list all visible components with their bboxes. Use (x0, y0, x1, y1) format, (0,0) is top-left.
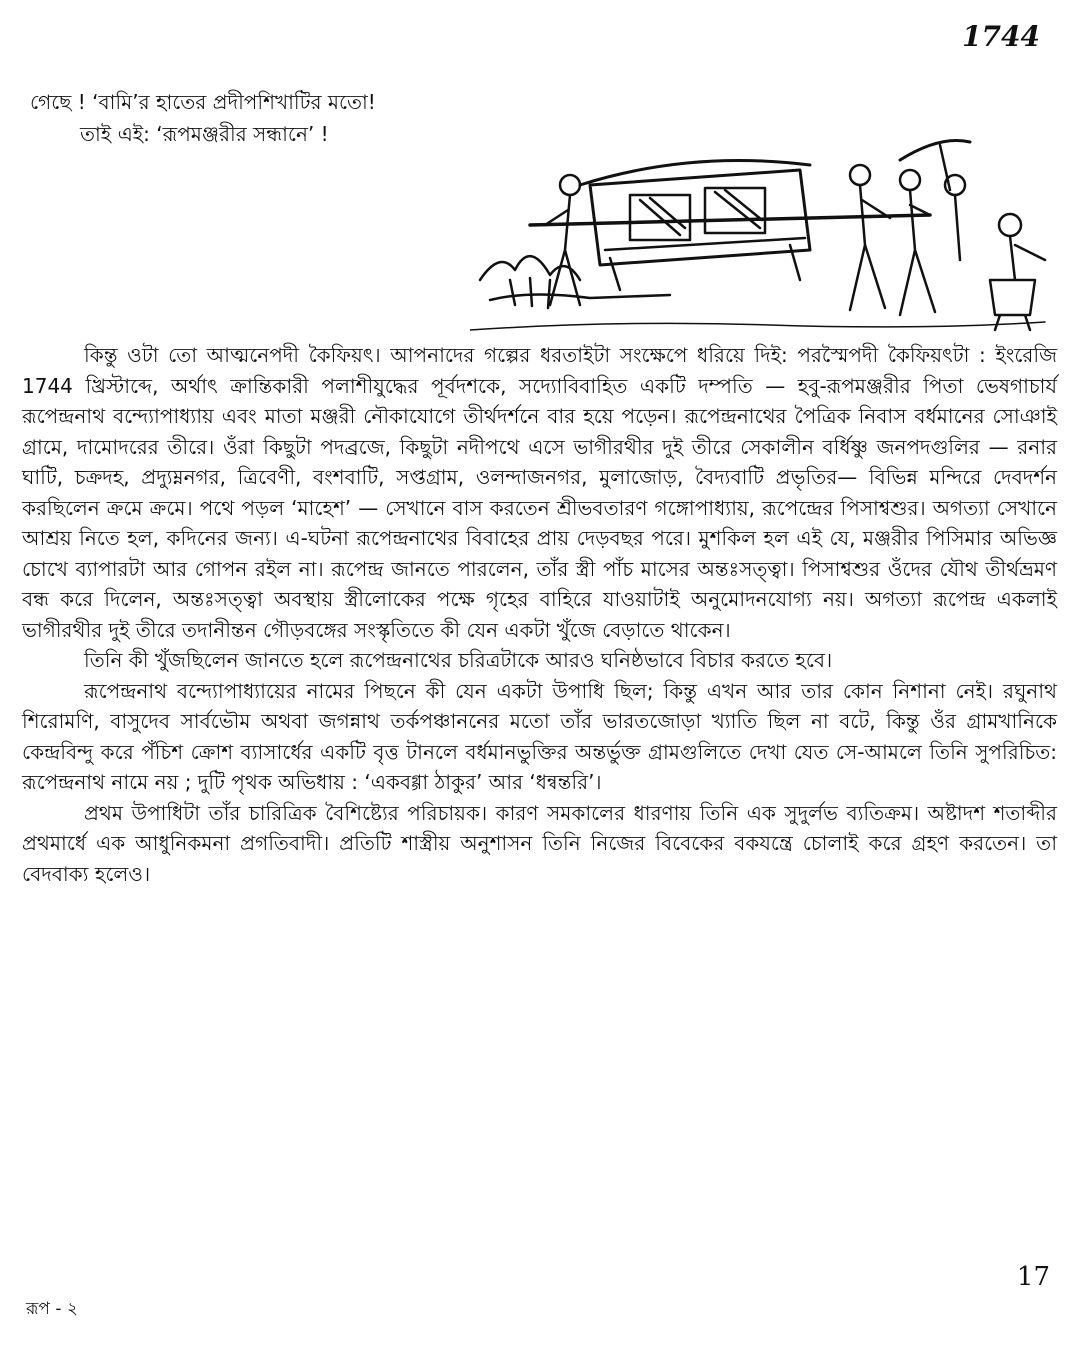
body-text (22, 340, 1057, 889)
page-number: 17 (1016, 1262, 1050, 1292)
signature-mark: রূপ - ২ (26, 1299, 78, 1319)
header-year-number: 1744 (962, 20, 1040, 53)
paragraph-3: রূপেন্দ্রনাথ বন্দ্যোপাধ্যায়ের নামের পিছনে কী যেন একটা উপাধি ছিল; কিন্তু এখন আর তার কোন নিশানা নেই। রঘুনাথ শিরোমণি, বাসুদেব সার্বভৌম অথবা জগন্নাথ তর্কপঞ্চাননের মতো তাঁর ভারতজোড়া খ্যাতি ছিল না বটে, কিন্তু ওঁর গ্রামখানিকে কেন্দ্রবিন্দু করে পঁচিশ ক্রোশ ব্যাসার্ধের একটি বৃত্ত টানলে বর্ধমানভুক্তির অন্তর্ভুক্ত গ্রামগুলিতে দেখা যেত সে-আমলে তিনি সুপরিচিত: রূপেন্দ্রনাথ নামে নয় ; দুটি পৃথক অভিধায় : ‘একবগ্গা ঠাকুর’ আর ‘ধন্বন্তরি’। (22, 678, 1057, 794)
paragraph-4: প্রথম উপাধিটা তাঁর চারিত্রিক বৈশিষ্ট্যের পরিচায়ক। কারণ সমকালের ধারণায় তিনি এক সুদুর্লভ ব্যতিক্রম। অষ্টাদশ শতাব্দীর প্রথমার্ধে এক আধুনিকমনা প্রগতিবাদী। প্রতিটি শাস্ত্রীয় অনুশাসন তিনি নিজের বিবেকের বকযন্ত্রে চোলাই করে গ্রহণ করতেন। তা বেদবাক্য হলেও। (22, 800, 1057, 886)
intro-line-2: তাই এই: ‘রূপমঞ্জরীর সন্ধানে’ ! (80, 122, 329, 146)
palanquin-bearers-illustration (470, 130, 1050, 335)
paragraph-1: কিন্তু ওটা তো আত্মনেপদী কৈফিয়ৎ। আপনাদের গল্পের ধরতাইটা সংক্ষেপে ধরিয়ে দিই: পরস্মৈপদী কৈফিয়ৎটা : ইংরেজি 1744 খ্রিস্টাব্দে, অর্থাৎ ক্রান্তিকারী পলাশীযুদ্ধের পূর্বদশকে, সদ্যোবিবাহিত একটি দম্পতি — হবু-রূপমঞ্জরীর পিতা ভেষগাচার্য রূপেন্দ্রনাথ বন্দ্যোপাধ্যায় এবং মাতা মঞ্জরী নৌকাযোগে তীর্থদর্শনে বার হয়ে পড়েন। রূপেন্দ্রনাথের পৈত্রিক নিবাস বর্ধমানের সোঞাই গ্রামে, দামোদরের তীরে। ওঁরা কিছুটা পদব্রজে, কিছুটা নদীপথে এসে ভাগীরথীর দুই তীরে সেকালীন বর্ধিষ্ণু জনপদগুলির — রনার ঘাটি, চক্রদহ, প্রদ্যুম্ননগর, ত্রিবেণী, বংশবাটি, সপ্তগ্রাম, ওলন্দাজনগর, মুলাজোড়, বৈদ্যবাটি প্রভৃতির— বিভিন্ন মন্দিরে দেবদর্শন করছিলেন ক্রমে ক্রমে। পথে পড়ল ‘মাহেশ’ — সেখানে বাস করতেন শ্রীভবতারণ গঙ্গোপাধ্যায়, রূপেন্দ্রের পিসাশ্বশুর। অগত্যা সেখানে আশ্রয় নিতে হল, কদিনের জন্য। এ-ঘটনা রূপেন্দ্রনাথের বিবাহের প্রায় দেড়বছর পরে। মুশকিল হল এই যে, মঞ্জরীর পিসিমার অভিজ্ঞ চোখে ব্যাপারটা আর গোপন রইল না। রূপেন্দ্র জানতে পারলেন, তাঁর স্ত্রী পাঁচ মাসের অন্তঃসত্ত্বা। পিসাশ্বশুর ওঁদের যৌথ তীর্থভ্রমণ বন্ধ করে দিলেন, অন্তঃসত্ত্বা অবস্থায় স্ত্রীলোকের পক্ষে গৃহের বাহিরে যাওয়াটাই অনুমোদনযোগ্য নয়। অগত্যা রূপেন্দ্র একলাই ভাগীরথীর দুই তীরে তদানীন্তন গৌড়বঙ্গের সংস্কৃতিতে কী যেন একটা খুঁজে বেড়াতে থাকেন। (22, 343, 1057, 642)
paragraph-2: তিনি কী খুঁজছিলেন জানতে হলে রূপেন্দ্রনাথের চরিত্রটাকে আরও ঘনিষ্ঠভাবে বিচার করতে হবে। (84, 648, 833, 672)
intro-line-1: গেছে ! ‘বামি’র হাতের প্রদীপশিখাটির মতো! (30, 90, 376, 114)
